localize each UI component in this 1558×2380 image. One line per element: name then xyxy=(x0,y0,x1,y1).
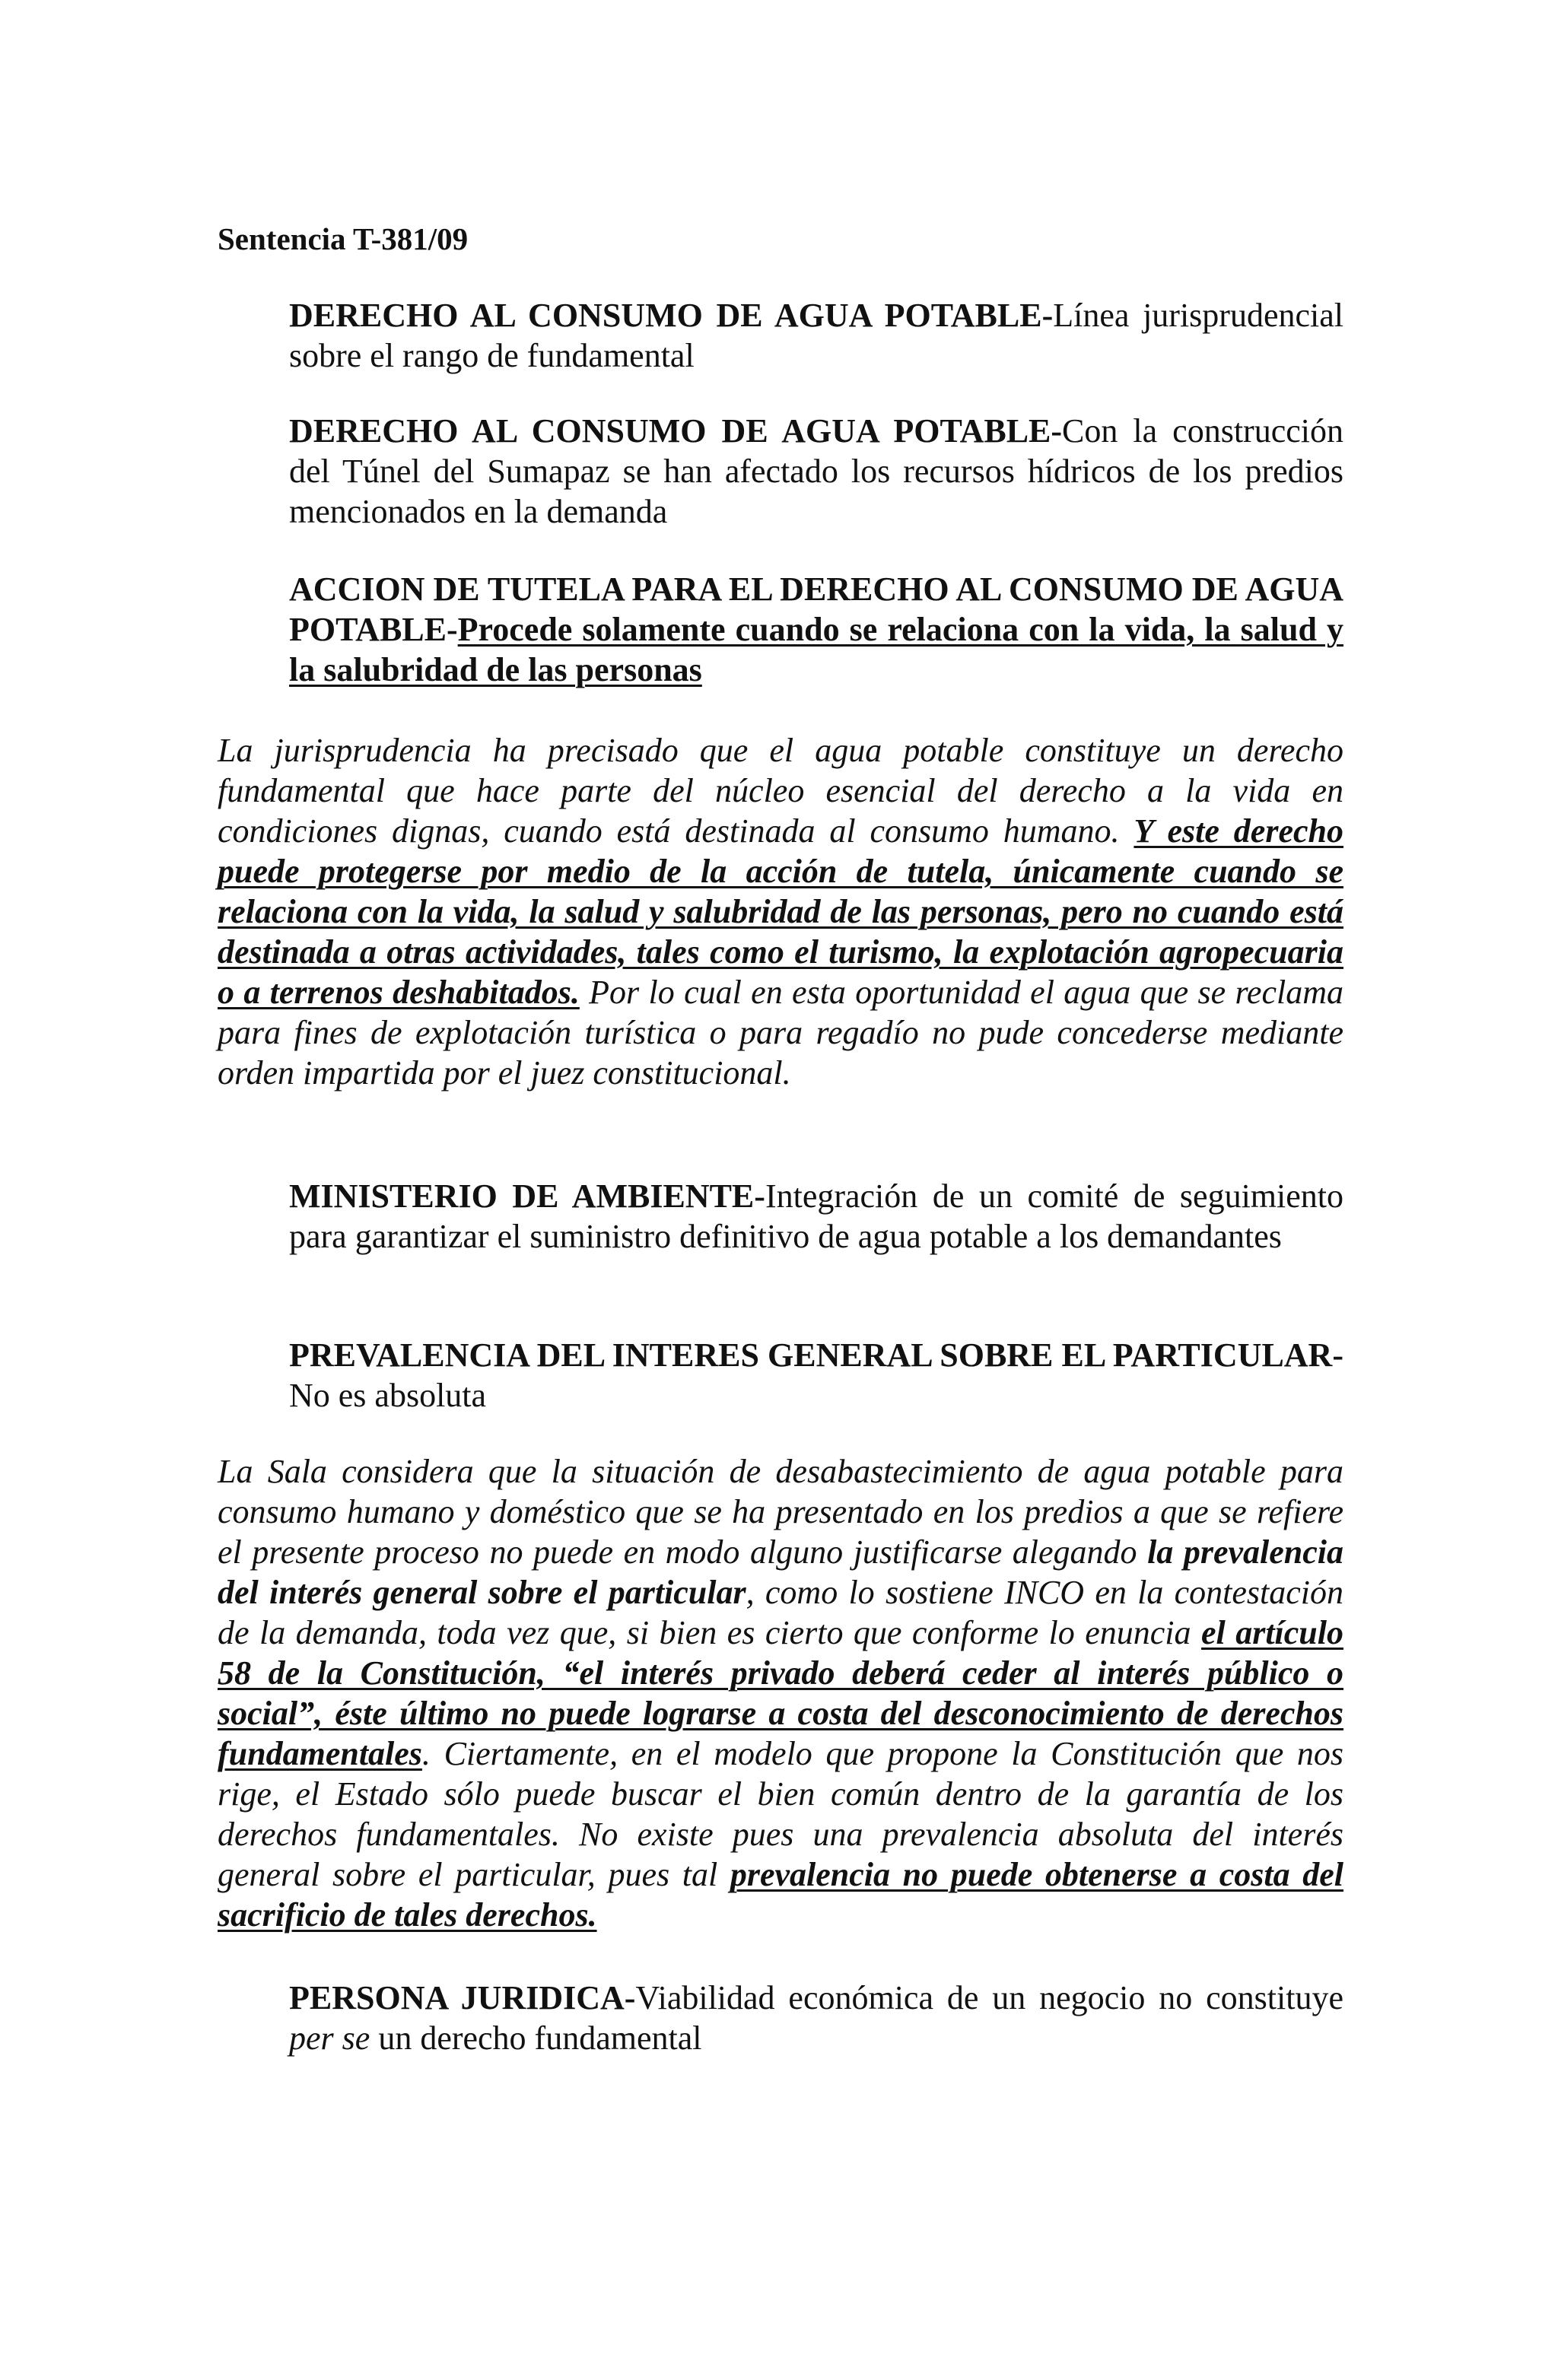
paragraph-2-text-e: . Ciertamente, en el modelo que propone la Constitución que nos rige, el Estado sólo puede buscar el bien común dentro de la garantía de los derechos fundamentales. No existe pues una prevalencia absoluta del interés general sobre el particular, pues tal xyxy=(218,1735,1343,1893)
headnote-1-body: Línea jurisprudencial sobre el rango de fundamental xyxy=(289,297,1343,374)
headnote-1 xyxy=(289,295,1343,376)
headnote-6-body-italic: per se xyxy=(289,2019,370,2057)
headnote-3-body: Procede solamente cuando se relaciona con la vida, la salud y la salubridad de las personas xyxy=(289,611,1343,688)
headnote-5-body: No es absoluta xyxy=(289,1377,487,1414)
headnote-2-body: Con la construcción del Túnel del Sumapaz se han afectado los recursos hídricos de los predios mencionados en la demanda xyxy=(289,412,1343,530)
headnote-3 xyxy=(289,569,1343,690)
headnote-5 xyxy=(289,1335,1343,1416)
headnote-4 xyxy=(289,1176,1343,1257)
headnote-2-head: DERECHO AL CONSUMO DE AGUA POTABLE- xyxy=(289,412,1063,450)
paragraph-2-emphasis-b: la prevalencia del interés general sobre el particular xyxy=(218,1533,1343,1611)
page-title: Sentencia T-381/09 xyxy=(218,221,469,256)
paragraph-1-text-c: Por lo cual en esta oportunidad el agua que se reclama para fines de explotación turística o para regadío no pude concederse mediante orden impartida por el juez constitucional. xyxy=(218,974,1343,1091)
headnote-3-head: ACCION DE TUTELA PARA EL DERECHO AL CONSUMO DE AGUA POTABLE- xyxy=(289,570,1343,648)
paragraph-2 xyxy=(218,1451,1343,1935)
paragraph-2-emphasis-d: el artículo 58 de la Constitución, “el interés privado deberá ceder al interés público o social”, éste último no puede lograrse a costa del desconocimiento de derechos fundamentales xyxy=(218,1614,1343,1772)
headnote-6 xyxy=(289,1978,1343,2058)
paragraph-1 xyxy=(218,730,1343,1093)
headnote-4-body: Integración de un comité de seguimiento para garantizar el suministro definitivo de agua potable a los demandantes xyxy=(289,1177,1344,1255)
paragraph-1-text-a: La jurisprudencia ha precisado que el agua potable constituye un derecho fundamental que hace parte del núcleo esencial del derecho a la vida en condiciones dignas, cuando está destinada al consumo humano. xyxy=(218,732,1343,850)
paragraph-2-text-c: , como lo sostiene INCO en la contestación de la demanda, toda vez que, si bien es cierto que conforme lo enuncia xyxy=(218,1574,1344,1651)
paragraph-2-text-a: La Sala considera que la situación de desabastecimiento de agua potable para consumo humano y doméstico que se ha presentado en los predios a que se refiere el presente proceso no puede en modo alguno justificarse alegando xyxy=(218,1453,1343,1571)
headnote-1-head: DERECHO AL CONSUMO DE AGUA POTABLE- xyxy=(289,297,1054,334)
headnote-6-head: PERSONA JURIDICA- xyxy=(289,1979,636,2016)
headnote-6-body-post: un derecho fundamental xyxy=(370,2019,702,2057)
paragraph-1-emphasis: Y este derecho puede protegerse por medio de la acción de tutela, únicamente cuando se relaciona con la vida, la salud y salubridad de las personas, pero no cuando está destinada a otras actividades, tales como el turismo, la explotación agropecuaria o a terrenos deshabitados. xyxy=(218,812,1343,1011)
paragraph-2-emphasis-f: prevalencia no puede obtenerse a costa del sacrificio de tales derechos. xyxy=(218,1856,1343,1934)
headnote-2 xyxy=(289,411,1343,532)
headnote-5-head: PREVALENCIA DEL INTERES GENERAL SOBRE EL PARTICULAR- xyxy=(289,1336,1343,1374)
headnote-6-body-pre: Viabilidad económica de un negocio no constituye xyxy=(635,1979,1344,2016)
headnote-4-head: MINISTERIO DE AMBIENTE- xyxy=(289,1177,765,1215)
